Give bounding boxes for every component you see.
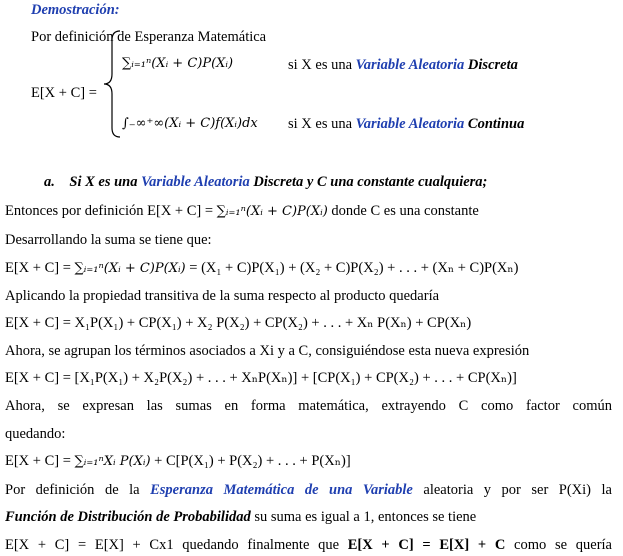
line-factored bbox=[5, 452, 351, 471]
continuous-condition-suffix: Continua bbox=[464, 116, 525, 132]
section-a-highlight: Variable Aleatoria bbox=[141, 174, 250, 190]
line-11-suffix: aleatoria y por ser P(Xi) la bbox=[412, 482, 612, 498]
line-quedando: quedando: bbox=[5, 426, 66, 442]
line-expresan: Ahora, se expresan las sumas en forma matemática, extrayendo C como factor común bbox=[5, 398, 612, 414]
line-funcion bbox=[5, 508, 476, 526]
line-1-prefix: Entonces por definición E[X + C] = bbox=[5, 203, 217, 219]
line-12-suffix: su suma es igual a 1, entonces se tiene bbox=[250, 509, 477, 525]
line-1-formula: ∑ᵢ₌₁ⁿ(Xᵢ + C)P(Xᵢ) bbox=[216, 204, 328, 219]
continuous-condition-prefix: si X es una bbox=[288, 116, 356, 132]
intro-line: Por definición de Esperanza Matemática bbox=[31, 29, 267, 45]
line-agrupan: Ahora, se agrupan los términos asociados a Xi y a C, consiguiéndose esta nueva expresión bbox=[5, 343, 530, 359]
line-desarrollando: Desarrollando la suma se tiene que: bbox=[5, 232, 212, 248]
left-brace-icon bbox=[102, 30, 122, 138]
section-a-text-2: Discreta y C una constante cualquiera; bbox=[249, 174, 488, 190]
demostracion-heading: Demostración: bbox=[31, 2, 120, 18]
line-3-suffix: = (X₁ + C)P(X₁) + (X₂ + C)P(X₂) + . . . + (Xₙ + C)P(Xₙ) bbox=[185, 260, 519, 276]
line-11-prefix: Por definición de la bbox=[5, 482, 151, 498]
discrete-condition-prefix: si X es una bbox=[288, 57, 356, 73]
line-11-highlight: Esperanza Matemática de una Variable bbox=[150, 482, 413, 498]
discrete-condition-highlight: Variable Aleatoria bbox=[355, 57, 465, 73]
continuous-condition-highlight: Variable Aleatoria bbox=[355, 116, 465, 132]
line-10-prefix: E[X + C] = bbox=[5, 453, 75, 469]
line-grouped: E[X + C] = [X₁P(X₁) + X₂P(X₂) + . . . + XₙP(Xₙ)] + [CP(X₁) + CP(X₂) + . . . + CP(Xₙ)] bbox=[5, 370, 517, 386]
piecewise-lhs: E[X + C] = bbox=[31, 85, 97, 101]
line-1-suffix: donde C es una constante bbox=[327, 203, 479, 219]
section-a-marker: a. bbox=[44, 174, 55, 190]
line-12-bold: Función de Distribución de Probabilidad bbox=[5, 509, 251, 525]
line-13-suffix: como se quería bbox=[505, 537, 612, 553]
line-definicion bbox=[5, 202, 479, 221]
line-por-definicion bbox=[5, 481, 612, 499]
line-13-bold: E[X + C] = E[X] + C bbox=[347, 537, 506, 553]
line-13-prefix: E[X + C] = E[X] + Cx1 quedando finalmente que bbox=[5, 537, 348, 553]
discrete-formula: ∑ᵢ₌₁ⁿ(Xᵢ + C)P(Xᵢ) bbox=[122, 56, 234, 71]
line-final bbox=[5, 536, 612, 554]
line-10-formula: ∑ᵢ₌₁ⁿXᵢ P(Xᵢ) bbox=[74, 454, 151, 469]
line-distributed: E[X + C] = X₁P(X₁) + CP(X₁) + X₂ P(X₂) + CP(X₂) + . . . + Xₙ P(Xₙ) + CP(Xₙ) bbox=[5, 315, 472, 331]
line-aplicando: Aplicando la propiedad transitiva de la suma respecto al producto quedaría bbox=[5, 288, 440, 304]
section-a-text-1: Si X es una bbox=[69, 174, 142, 190]
line-expansion bbox=[5, 259, 519, 278]
discrete-condition-suffix: Discreta bbox=[464, 57, 518, 73]
line-3-prefix: E[X + C] = bbox=[5, 260, 75, 276]
section-a-heading bbox=[44, 173, 487, 191]
line-3-formula: ∑ᵢ₌₁ⁿ(Xᵢ + C)P(Xᵢ) bbox=[74, 261, 186, 276]
discrete-condition bbox=[288, 56, 518, 74]
line-10-suffix: + C[P(X₁) + P(X₂) + . . . + P(Xₙ)] bbox=[150, 453, 351, 469]
continuous-condition bbox=[288, 115, 524, 133]
continuous-formula: ∫₋∞⁺∞(Xᵢ + C)f(Xᵢ)dx bbox=[122, 116, 258, 131]
